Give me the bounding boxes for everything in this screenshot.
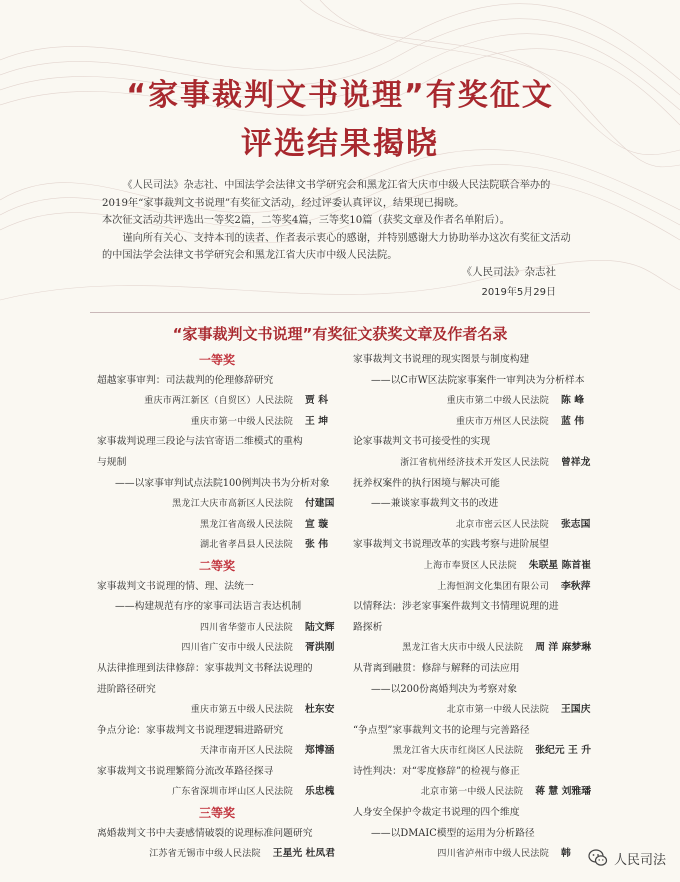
author-affiliation [97,638,337,659]
page-title-line1: “家事裁判文书说理”有奖征文 [126,78,554,113]
author-affiliation [97,700,337,721]
intro-paragraph: 《人民司法》杂志社、中国法学会法律文书学研究会和黑龙江省大庆市中级人民法院联合举办的2019年“家事裁判文书说理”有奖征文活动，经过评委认真评议，结果现已揭晓。 [102,180,551,209]
author-affiliation [97,535,337,556]
article-subtitle: ——构建规范有序的家事司法语言表达机制 [115,601,302,613]
article-title: 家事裁判文书说理的情、理、法统一 [97,580,254,592]
court-name: 天津市南开区人民法院 [199,746,293,757]
article-title: 从法律推理到法律修辞：家事裁判文书释法说理的 [97,662,313,674]
author-affiliation [97,494,337,515]
wechat-icon [588,848,608,868]
article-title: 诗性判决：对“零度修辞”的检视与修正 [353,765,520,777]
award-heading: 三等奖 [198,806,235,821]
court-name: 广东省深圳市坪山区人民法院 [172,787,293,798]
author-names: 蓝 伟 [561,415,585,427]
court-name: 四川省泸州市中级人民法院 [437,849,549,860]
author-names: 张 伟 [305,539,329,551]
author-names: 贾 科 [305,395,329,407]
article-title: 人身安全保护令裁定书说理的四个维度 [353,807,520,819]
intro-paragraph: 谨向所有关心、支持本刊的读者、作者表示衷心的感谢，并特别感谢大力协助举办这次有奖征文活动的中国法学会法律文书学研究会和黑龙江省大庆市中级人民法院。 [102,232,571,261]
author-names: 胥洪刚 [305,642,335,654]
winners-list-title: “家事裁判文书说理”有奖征文获奖文章及作者名录 [172,325,508,343]
author-affiliation [97,412,337,433]
author-names: 陈 峰 [561,395,585,407]
article-title: 论家事裁判文书可接受性的实现 [353,436,491,448]
author-affiliation [97,515,337,536]
author-names: 王星光 杜凤君 [272,848,335,860]
signature: 《人民司法》杂志社 [461,266,556,278]
author-affiliation [353,556,593,577]
date: 2019年5月29日 [481,287,556,298]
article-subtitle: ——以C市W区法院家事案件一审判决为分析样本 [371,374,585,386]
court-name: 重庆市第一中级人民法院 [190,416,293,427]
author-affiliation [353,577,593,598]
author-names: 宣 璇 [305,518,329,530]
author-names: 蒋 慧 刘雅璠 [535,786,591,798]
author-names: 韩 [561,848,571,860]
article-title: 家事裁判文书说理改革的实践考察与进阶展望 [353,539,549,551]
author-names: 郑博涵 [305,745,335,757]
article-title: 与规制 [97,456,127,468]
court-name: 北京市第一中级人民法院 [420,787,524,798]
award-heading: 二等奖 [198,558,235,573]
court-name: 上海市奉贤区人民法院 [423,560,517,571]
author-names: 李秋萍 [561,580,591,592]
author-affiliation [353,700,593,721]
watermark-text: 人民司法 [613,852,666,868]
author-names: 周 洋 麻梦琳 [535,642,591,654]
article-title: 进阶路径研究 [97,683,156,695]
court-name: 北京市密云区人民法院 [455,519,549,530]
author-names: 曾祥龙 [561,456,591,468]
court-name: 浙江省杭州经济技术开发区人民法院 [400,457,549,468]
article-title: 以情释法：涉老家事案件裁判文书情理说理的进 [353,601,559,613]
court-name: 黑龙江省大庆市中级人民法院 [402,643,524,654]
author-affiliation [353,638,593,659]
court-name: 重庆市万州区人民法院 [455,416,549,427]
article-title: 家事裁判文书说理的现实图景与制度构建 [353,354,530,365]
author-names: 付建国 [305,498,335,510]
right-column [353,350,593,865]
article-title: “争点型”家事裁判文书的论理与完善路径 [353,724,530,736]
author-names: 陆文辉 [305,621,335,633]
author-names: 王国庆 [561,704,591,716]
article-title: 争点分论：家事裁判文书说理逻辑进路研究 [97,724,284,736]
court-name: 上海恒润文化集团有限公司 [437,581,549,592]
author-names: 王 坤 [305,415,329,427]
article-title: 家事裁判文书说理繁简分流改革路径探寻 [97,765,274,777]
author-affiliation [353,741,593,762]
court-name: 江苏省无锡市中级人民法院 [149,849,261,860]
page-title-line2: 评选结果揭晓 [241,126,439,162]
divider [90,312,590,313]
court-name: 黑龙江省高级人民法院 [199,519,293,530]
article-title: 超越家事审判：司法裁判的伦理修辞研究 [97,374,274,386]
author-names: 张志国 [561,518,591,530]
court-name: 四川省华蓥市人民法院 [199,622,293,633]
court-name: 北京市第一中级人民法院 [446,705,549,716]
author-names: 杜东安 [305,704,335,716]
author-affiliation [353,844,593,865]
author-affiliation [353,412,593,433]
article-title: 离婚裁判文书中夫妻感情破裂的说理标准问题研究 [97,827,313,839]
article-subtitle: ——以DMAIC模型的运用为分析路径 [371,827,535,839]
court-name: 重庆市第五中级人民法院 [190,705,293,716]
court-name: 黑龙江大庆市高新区人民法院 [172,499,293,510]
author-names: 乐忠槐 [305,786,335,798]
author-names: 张纪元 王 升 [535,745,591,757]
article-subtitle: ——以家事审判试点法院100例判决书为分析对象 [115,477,330,489]
author-affiliation [97,741,337,762]
award-heading: 一等奖 [198,353,235,367]
article-subtitle: ——兼谈家事裁判文书的改进 [371,498,499,510]
intro-paragraph: 本次征文活动共评选出一等奖2篇，二等奖4篇，三等奖10篇（获奖文章及作者名单附后）。 [102,215,510,226]
author-affiliation [353,391,593,412]
author-affiliation [353,782,593,803]
author-affiliation [353,453,593,474]
watermark [588,848,666,868]
article-title: 家事裁判说理三段论与法官寄语二维模式的重构 [97,436,303,448]
left-column [97,350,337,865]
author-affiliation [97,844,337,865]
court-name: 四川省广安市中级人民法院 [181,643,293,654]
article-title: 抚养权案件的执行困境与解决可能 [353,477,500,489]
court-name: 黑龙江省大庆市红岗区人民法院 [392,746,524,757]
author-affiliation [97,782,337,803]
article-title: 从背离到融贯：修辞与解释的司法应用 [353,662,520,674]
article-title: 路探析 [353,621,383,633]
author-names: 朱联星 陈首崔 [528,559,591,571]
author-affiliation [353,515,593,536]
court-name: 重庆市第二中级人民法院 [446,396,549,407]
court-name: 湖北省孝昌县人民法院 [199,540,293,551]
author-affiliation [97,391,337,412]
court-name: 重庆市两江新区（自贸区）人民法院 [144,396,293,407]
intro-text [102,177,572,265]
article-subtitle: ——以200份离婚判决为考察对象 [371,683,518,695]
author-affiliation [97,618,337,639]
